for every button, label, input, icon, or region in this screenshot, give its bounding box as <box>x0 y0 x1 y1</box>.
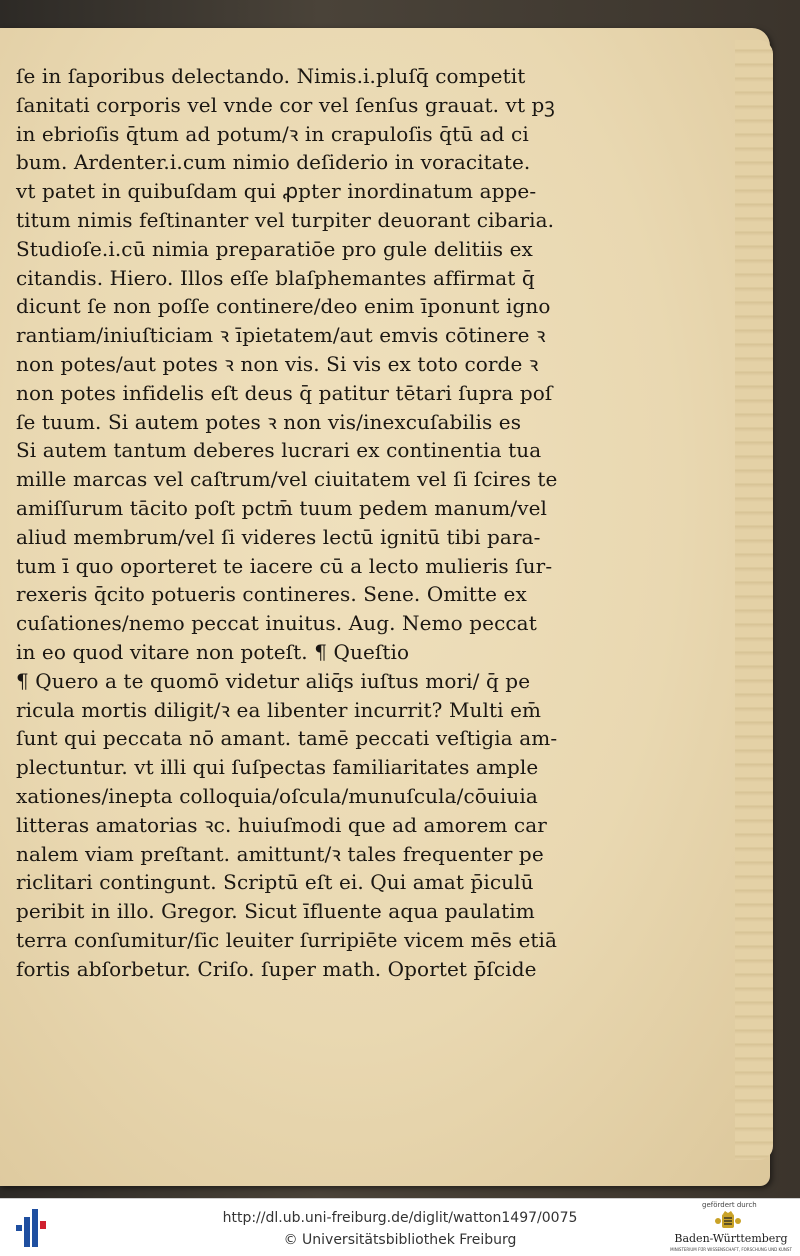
footer-bar <box>0 1198 800 1256</box>
text-line: ſe in ſaporibus delectando. Nimis.i.pluſq̄ competit <box>16 64 526 88</box>
text-line: mille marcas vel caſtrum/vel ciuitatem vel ſi ſcires te <box>16 467 558 492</box>
text-line: rantiam/iniuſticiam ꝛ īpietatem/aut emvis cōtinere ꝛ <box>16 323 546 348</box>
sponsor-name: Baden-Württemberg <box>674 1232 788 1245</box>
text-line: plectuntur. vt illi qui ſuſpectas familiaritates ample <box>16 755 539 780</box>
text-line: amiſſurum tācito poſt pctm̄ tuum pedem manum/vel <box>16 495 548 520</box>
text-line: dicunt ſe non poſſe continere/deo enim īponunt igno <box>16 294 551 319</box>
page-text <box>16 62 606 984</box>
text-line: ¶ Quero a te quomō videtur aliq̄s iuſtus mori/ q̄ pe <box>16 668 531 693</box>
text-line: vt patet in quibuſdam qui ꝓpter inordinatum appe- <box>16 179 537 204</box>
sponsor-label: gefördert durch <box>702 1201 757 1209</box>
text-line: fortis abſorbetur. Criſo. ſuper math. Oportet p̄ſcide <box>16 956 537 981</box>
text-line: titum nimis feſtinanter vel turpiter deuorant cibaria. <box>16 207 555 232</box>
text-line: rexeris q̄cito potueris contineres. Sene. Omitte ex <box>16 582 527 607</box>
text-line: peribit in illo. Gregor. Sicut īfluente aqua paulatim <box>16 899 535 924</box>
text-line: Studioſe.i.cū nimia preparatiōe pro gule delitiis ex <box>16 236 533 261</box>
text-line: citandis. Hiero. Illos eſſe blaſphemantes affirmat q̄ <box>16 265 535 290</box>
text-line: nalem viam preſtant. amittunt/ꝛ tales frequenter pe <box>16 841 544 866</box>
text-line: bum. Ardenter.i.cum nimio deſiderio in voracitate. <box>16 150 531 175</box>
text-line: in ebrioſis q̄tum ad potum/ꝛ in crapuloſis q̄tū ad ci <box>16 121 529 146</box>
text-line: ricula mortis diligit/ꝛ ea libenter incurrit? Multi em̄ <box>16 697 542 722</box>
text-line: terra conſumitur/ſic leuiter ſurripiēte vicem mēs etiā <box>16 927 558 952</box>
text-line: in eo quod vitare non poteſt. ¶ Queſtio <box>16 639 410 664</box>
text-line: non potes infidelis eſt deus q̄ patitur tētari ſupra poſ <box>16 380 553 405</box>
coat-of-arms-icon <box>714 1211 742 1231</box>
text-line: tum ī quo oporteret te iacere cū a lecto mulieris ſur- <box>16 553 553 578</box>
text-line: ſe tuum. Si autem potes ꝛ non vis/inexcuſabilis es <box>16 409 522 434</box>
page-url[interactable]: http://dl.ub.uni-freiburg.de/diglit/watton1497/0075 <box>222 1210 578 1226</box>
text-line: riclitari contingunt. Scriptū eſt ei. Qui amat p̄iculū <box>16 870 534 895</box>
text-line: aliud membrum/vel ſi videres lectū ignitū tibi para- <box>16 524 541 549</box>
text-line: cuſationes/nemo peccat inuitus. Aug. Nemo peccat <box>16 611 537 636</box>
text-line: xationes/inepta colloquia/oſcula/munuſcula/cōuiuia <box>16 783 538 808</box>
text-line: non potes/aut potes ꝛ non vis. Si vis ex toto corde ꝛ <box>16 351 539 376</box>
sponsor-subtitle: MINISTERIUM FÜR WISSENSCHAFT, FORSCHUNG UND KUNST <box>670 1247 792 1252</box>
text-line: ſunt qui peccata nō amant. tamē peccati veſtigia am- <box>16 726 558 751</box>
text-line: ſanitati corporis vel vnde cor vel ſenſus grauat. vt pꝫ <box>16 92 555 117</box>
text-line: litteras amatorias ꝛc. huiuſmodi que ad amorem car <box>16 812 547 837</box>
copyright-notice: © Universitätsbibliothek Freiburg <box>283 1232 517 1248</box>
sponsor-block <box>666 1201 796 1255</box>
text-line: Si autem tantum deberes lucrari ex continentia tua <box>16 438 542 463</box>
page-edge <box>735 40 773 1160</box>
